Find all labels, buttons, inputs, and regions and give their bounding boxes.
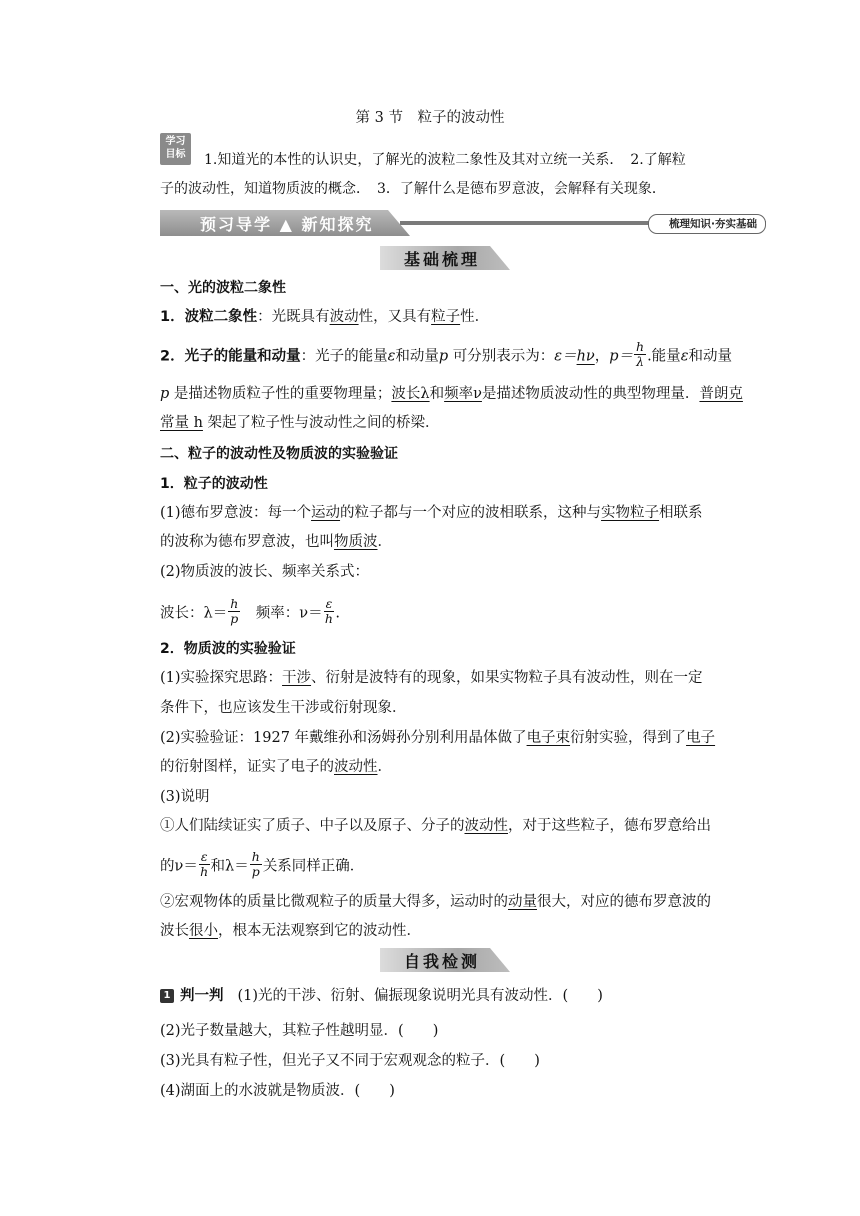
text: 相联系 [659,505,703,521]
para-exp-verify-2 [160,756,392,778]
denominator: p [251,864,260,879]
para-relations: (2)物质波的波长、频率关系式： [160,564,370,580]
para-planck [160,412,440,434]
para-explain: (3)说明 [160,789,210,805]
subheading-particle-wave: 1．粒子的波动性 [160,476,268,492]
objectives-badge [160,133,191,165]
symbol: ε [387,348,396,365]
text: ． [377,759,392,775]
section-banner [160,210,766,236]
answer-blank: 动量 [508,894,537,910]
tab-basics-label: 基础梳理 [404,250,481,269]
question-2: (2)光子数量越大，其粒子性越明显．( ) [160,1023,439,1039]
numerator: ε [325,596,333,611]
label-energy-momentum: 2．光子的能量和动量 [160,348,301,365]
para-energy-momentum [160,339,732,371]
objectives-line2: 子的波动性，知道物质波的概念． 3．了解什么是德布罗意波，会解释有关现象． [160,181,666,197]
para-explain-1 [160,815,711,837]
objectives-line1: 1.知道光的本性的认识史，了解光的波粒二象性及其对立统一关系． 2.了解粒 [204,152,686,168]
symbol: ε [680,348,689,365]
fraction [324,597,335,626]
text: 和λ＝ [210,858,249,875]
answer-blank: hν [576,348,595,365]
text: 频率：ν＝ [241,605,323,622]
answer-blank: 电子束 [526,730,571,746]
subheading-experiment: 2．物质波的实验验证 [160,641,296,657]
heading-matter-waves: 二、粒子的波动性及物质波的实验验证 [160,446,398,462]
answer-blank: 普朗克 [699,386,743,402]
text: ：光子的能量 [300,348,388,365]
answer-blank: 波动性 [464,818,508,834]
fraction [634,340,646,369]
para-explain-1b [160,849,365,881]
page-title: 第 3 节 粒子的波动性 [355,110,505,126]
formula: p＝ [609,348,634,365]
text: 性，又具有 [358,309,432,325]
answer-blank: 波动性 [334,759,378,775]
text: 和动量 [688,348,732,365]
para-explain-2b [160,920,421,942]
answer-blank: 波长λ [391,386,430,402]
answer-blank: 很小 [189,923,218,939]
label-duality: 1．波粒二象性 [160,309,258,325]
text: 关系同样正确． [262,858,365,875]
para-exp-idea-1 [160,667,703,689]
text: 和 [429,386,445,402]
para-duality [160,306,489,328]
para-wave-quantities [160,383,743,405]
text: 很大，对应的德布罗意波的 [537,894,711,910]
text: 架起了粒子性与波动性之间的桥梁． [202,415,440,431]
text: 性． [460,309,490,325]
text: .能量 [647,348,681,365]
answer-blank: 运动 [311,505,341,521]
answer-blank: 干涉 [282,670,312,686]
question-number-badge: 1 [160,989,174,1003]
text: 的ν＝ [160,858,198,875]
banner-title: 预习导学 ▲ 新知探究 [200,215,374,234]
para-debroglie-1 [160,502,703,524]
formula-wavelength-frequency [160,596,340,628]
numerator: h [636,339,645,354]
objectives-badge-line2: 目标 [165,149,186,160]
answer-blank: 波动 [329,309,359,325]
heading-wave-particle: 一、光的波粒二象性 [160,280,286,296]
answer-blank: 实物粒子 [601,505,660,521]
text: (1)实验探究思路： [160,670,283,686]
text: 、衍射是波特有的现象，如果实物粒子具有波动性，则在一定 [311,670,703,686]
question-4: (4)湖面上的水波就是物质波．( ) [160,1083,395,1099]
para-exp-idea-2: 条件下，也应该发生干涉或衍射现象． [160,700,407,716]
denominator: λ [636,354,645,369]
text: 衍射实验，得到了 [570,730,687,746]
fraction [199,850,210,879]
text: 的粒子都与一个对应的波相联系，这种与 [340,505,602,521]
numerator: h [230,596,239,611]
text: ，根本无法观察到它的波动性． [218,923,421,939]
tab-self-check [380,948,510,972]
banner-subtitle: 梳理知识·夯实基础 [648,214,766,234]
denominator: h [200,864,209,879]
text: (1)德布罗意波：每一个 [160,505,312,521]
question-1 [160,985,603,1007]
symbol: p [160,386,170,402]
text: ：光既具有 [257,309,330,325]
tab-self-check-label: 自我检测 [404,952,481,971]
text: ， [594,348,610,365]
answer-blank: 物质波 [334,534,378,550]
fraction [228,597,240,626]
answer-blank: 常量 h [160,415,203,431]
text: 是描述物质粒子性的重要物理量； [169,386,392,402]
text: 可分别表示为： [448,348,555,365]
objectives-badge-line1: 学习 [165,136,186,147]
para-debroglie-2 [160,531,392,553]
denominator: h [324,611,333,626]
answer-blank: 粒子 [431,309,461,325]
para-exp-verify-1 [160,727,715,749]
numerator: ε [200,849,208,864]
text: 波长：λ＝ [160,605,228,622]
text: ①人们陆续证实了质子、中子以及原子、分子的 [160,818,465,834]
question-text: (1)光的干涉、衍射、偏振现象说明光具有波动性．( ) [237,988,603,1004]
formula: ε＝ [554,348,577,365]
tab-basics [380,246,510,270]
fraction [250,850,262,879]
text: 波长 [160,923,189,939]
text: 是描述物质波动性的典型物理量． [481,386,700,402]
answer-blank: 电子 [686,730,716,746]
question-3: (3)光具有粒子性，但光子又不同于宏观观念的粒子．( ) [160,1053,540,1069]
numerator: h [251,849,260,864]
para-explain-2 [160,891,711,913]
text: ． [377,534,392,550]
text: 和动量 [395,348,439,365]
answer-blank: 频率ν [444,386,482,402]
text: (2)实验验证：1927 年戴维孙和汤姆孙分别利用晶体做了 [160,730,527,746]
judge-label: 判一判 [180,988,224,1004]
text: 的衍射图样，证实了电子的 [160,759,334,775]
text: 的波称为德布罗意波，也叫 [160,534,334,550]
text: ，对于这些粒子，德布罗意给出 [508,818,711,834]
symbol: p [438,348,449,365]
denominator: p [230,611,239,626]
text: ②宏观物体的质量比微观粒子的质量大得多，运动时的 [160,894,508,910]
text: . [335,605,340,622]
